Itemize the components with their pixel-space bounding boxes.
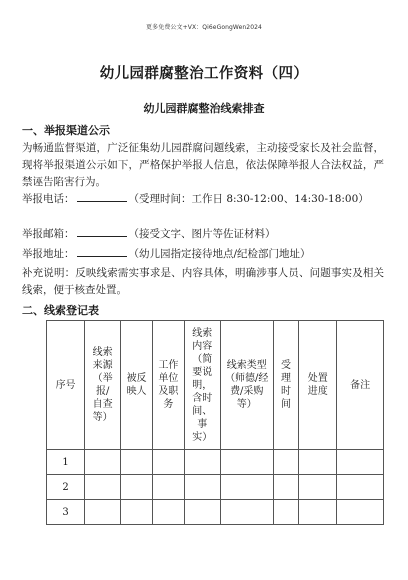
row-number: 1 [47, 450, 85, 475]
column-header: 线索内容（简要说明，含时间、事实） [184, 321, 220, 450]
column-header: 线索类型（师德/经费/采购等） [220, 321, 273, 450]
row-number: 2 [47, 475, 85, 500]
clue-register-table [46, 320, 384, 525]
section-heading-register: 二、线索登记表 [22, 304, 99, 317]
table-cell[interactable] [220, 500, 273, 525]
table-cell[interactable] [85, 475, 121, 500]
table-cell[interactable] [220, 450, 273, 475]
row-number: 3 [47, 500, 85, 525]
column-header: 受理时间 [273, 321, 298, 450]
report-phone-note: （受理时间：工作日 8:30-12:00、14:30-18:00） [128, 193, 369, 205]
column-header: 处置进度 [299, 321, 337, 450]
table-header-row [47, 321, 384, 450]
table-cell[interactable] [299, 450, 337, 475]
report-address-label: 举报地址： [22, 248, 75, 260]
column-header: 工作单位及职务 [152, 321, 184, 450]
table-cell[interactable] [121, 450, 153, 475]
table-cell[interactable] [184, 450, 220, 475]
table-cell[interactable] [273, 450, 298, 475]
table-cell[interactable] [184, 475, 220, 500]
table-cell[interactable] [273, 500, 298, 525]
table-row [47, 475, 384, 500]
report-email-note: （接受文字、图片等佐证材料） [128, 228, 276, 240]
column-header: 备注 [337, 321, 384, 450]
column-header: 被反映人 [121, 321, 153, 450]
table-cell[interactable] [184, 500, 220, 525]
table-cell[interactable] [273, 475, 298, 500]
page-subtitle: 幼儿园群腐整治线索排查 [143, 102, 265, 115]
watermark-text: 更多免费公文+VX：Qi6eGongWen2024 [146, 24, 262, 31]
page-title: 幼儿园群腐整治工作资料（四） [99, 65, 309, 82]
report-address-row [22, 245, 392, 263]
report-address-blank [77, 245, 127, 257]
table-cell[interactable] [152, 500, 184, 525]
report-phone-row [22, 190, 386, 208]
table-cell[interactable] [121, 500, 153, 525]
supplement-paragraph: 补充说明：反映线索需实事求是、内容具体，明确涉事人员、问题事实及相关线索，便于核查处置。 [22, 267, 384, 296]
report-phone-blank [77, 190, 127, 202]
section-heading-channels: 一、举报渠道公示 [22, 124, 110, 137]
table-cell[interactable] [121, 475, 153, 500]
table-cell[interactable] [85, 450, 121, 475]
report-email-label: 举报邮箱： [22, 228, 75, 240]
intro-paragraph: 为畅通监督渠道，广泛征集幼儿园群腐问题线索，主动接受家长及社会监督，现将举报渠道公示如下，严格保护举报人信息，依法保障举报人合法权益，严禁诬告陷害行为。 [22, 142, 384, 188]
report-email-row [22, 225, 392, 243]
table-cell[interactable] [299, 500, 337, 525]
table-cell[interactable] [299, 475, 337, 500]
table-cell[interactable] [152, 475, 184, 500]
table-row [47, 450, 384, 475]
report-phone-label: 举报电话： [22, 193, 75, 205]
column-header: 序号 [47, 321, 85, 450]
report-address-note: （幼儿园指定接待地点/纪检部门地址） [128, 248, 311, 260]
table-cell[interactable] [85, 500, 121, 525]
table-cell[interactable] [152, 450, 184, 475]
table-row [47, 500, 384, 525]
table-cell[interactable] [337, 475, 384, 500]
column-header: 线索来源（举报/自查等） [85, 321, 121, 450]
report-email-blank [77, 225, 127, 237]
table-cell[interactable] [337, 450, 384, 475]
table-cell[interactable] [337, 500, 384, 525]
table-cell[interactable] [220, 475, 273, 500]
